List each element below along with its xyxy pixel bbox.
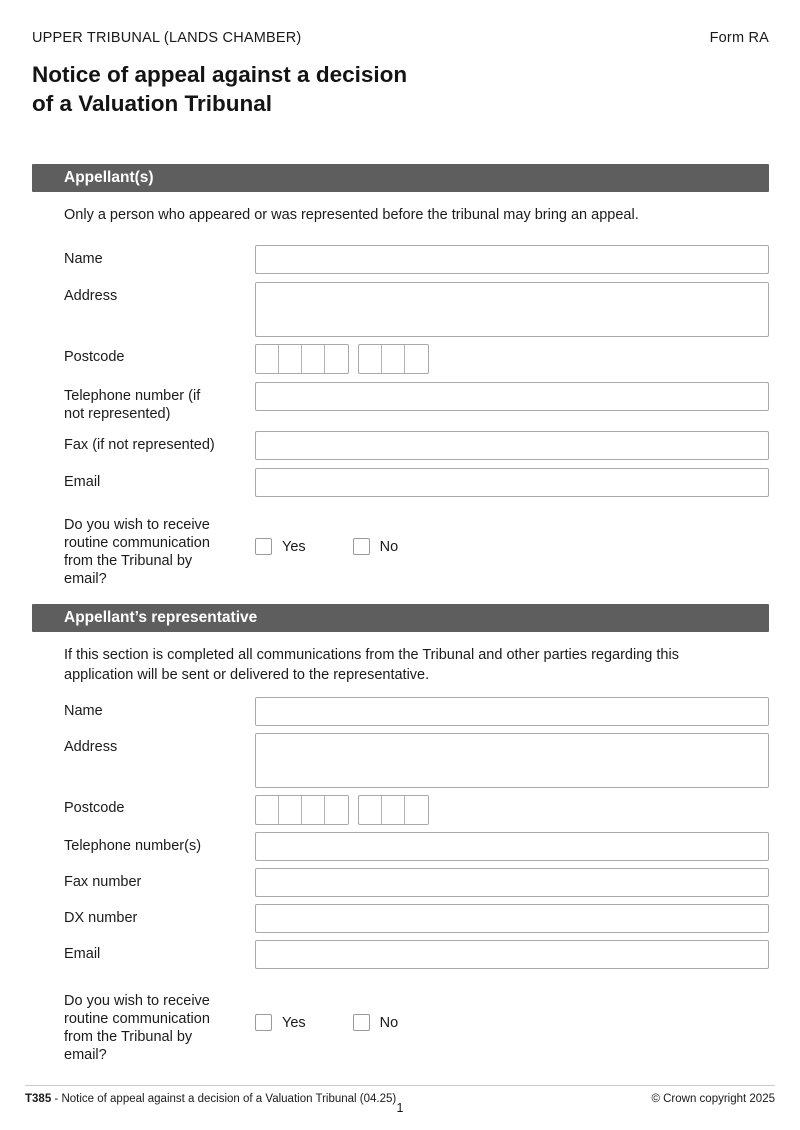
representative-email-yes-label: Yes (282, 1014, 306, 1031)
representative-email-no-label: No (379, 1014, 399, 1031)
appellant-email-question-label: Do you wish to receive routine communication from the Tribunal by email? (64, 517, 210, 587)
representative-dx-label: DX number (64, 910, 138, 926)
representative-postcode-boxes (255, 794, 769, 825)
representative-dx-row (64, 904, 769, 933)
appellant-email-row (64, 468, 769, 497)
appellant-email-yes-label: Yes (282, 538, 306, 555)
representative-telephone-label: Telephone number(s) (64, 838, 202, 854)
form-code-label: Form RA (709, 30, 769, 46)
page-title-line-2: of a Valuation Tribunal (32, 91, 273, 116)
appellant-email-yes-checkbox[interactable] (255, 538, 272, 555)
document-header (32, 30, 769, 46)
postcode-cell[interactable] (359, 796, 382, 824)
appellant-address-row (64, 282, 769, 337)
postcode-cell[interactable] (302, 345, 325, 373)
appellant-email-no-label: No (379, 538, 399, 555)
appellant-fax-label: Fax (if not represented) (64, 437, 215, 453)
page-title-line-1: Notice of appeal against a decision (32, 62, 408, 87)
representative-telephone-input[interactable] (255, 832, 769, 861)
representative-email-question-row (64, 987, 769, 1064)
appellant-fax-row (64, 431, 769, 460)
postcode-cell[interactable] (359, 345, 382, 373)
appellant-email-input[interactable] (255, 468, 769, 497)
section-title: Appellant’s representative (64, 609, 258, 626)
appellant-postcode-boxes (255, 343, 769, 374)
representative-address-input[interactable] (255, 733, 769, 788)
representative-email-question-label: Do you wish to receive routine communication from the Tribunal by email? (64, 993, 210, 1063)
representative-fax-label: Fax number (64, 874, 142, 890)
appellant-telephone-input[interactable] (255, 382, 769, 411)
postcode-cell[interactable] (279, 345, 302, 373)
appellant-email-label: Email (64, 474, 101, 490)
appellant-name-input[interactable] (255, 245, 769, 274)
postcode-outward-group (255, 344, 349, 374)
appellant-name-row (64, 245, 769, 274)
postcode-cell[interactable] (325, 345, 348, 373)
representative-email-yes-checkbox[interactable] (255, 1014, 272, 1031)
postcode-cell[interactable] (382, 345, 405, 373)
representative-postcode-row (64, 794, 769, 825)
representative-name-label: Name (64, 703, 103, 719)
representative-fax-row (64, 868, 769, 897)
representative-email-row (64, 940, 769, 969)
postcode-cell[interactable] (256, 796, 279, 824)
page-number: 1 (396, 1101, 404, 1115)
footer-form-code: T385 (25, 1093, 52, 1105)
representative-email-label: Email (64, 946, 101, 962)
representative-dx-input[interactable] (255, 904, 769, 933)
appellant-telephone-row (64, 382, 769, 423)
postcode-inward-group (358, 344, 429, 374)
appellant-postcode-label: Postcode (64, 349, 125, 365)
appellant-email-question-row (64, 511, 769, 588)
postcode-cell[interactable] (302, 796, 325, 824)
footer-form-title: - Notice of appeal against a decision of a Valuation Tribunal (04.25) (54, 1093, 397, 1105)
appellant-postcode-row (64, 343, 769, 374)
representative-fax-input[interactable] (255, 868, 769, 897)
postcode-cell[interactable] (256, 345, 279, 373)
postcode-outward-group (255, 795, 349, 825)
representative-email-no-checkbox[interactable] (353, 1014, 370, 1031)
appellant-email-question-options (255, 538, 769, 555)
appellant-email-no-checkbox[interactable] (353, 538, 370, 555)
postcode-inward-group (358, 795, 429, 825)
representative-name-row (64, 697, 769, 726)
section-header-representative (32, 604, 769, 632)
postcode-cell[interactable] (279, 796, 302, 824)
appellant-fax-input[interactable] (255, 431, 769, 460)
postcode-cell[interactable] (382, 796, 405, 824)
tribunal-name: UPPER TRIBUNAL (LANDS CHAMBER) (32, 30, 302, 46)
appellant-section (64, 205, 769, 588)
appellant-telephone-label: Telephone number (if not represented) (64, 388, 201, 422)
appellant-address-label: Address (64, 288, 118, 304)
section-header-appellants (32, 164, 769, 192)
appellant-intro: Only a person who appeared or was represented before the tribunal may bring an appeal. (64, 207, 639, 223)
postcode-cell[interactable] (405, 345, 428, 373)
appellant-name-label: Name (64, 251, 103, 267)
representative-address-label: Address (64, 739, 118, 755)
footer-copyright: © Crown copyright 2025 (651, 1093, 775, 1105)
representative-section (64, 645, 769, 1064)
representative-name-input[interactable] (255, 697, 769, 726)
representative-address-row (64, 733, 769, 788)
representative-telephone-row (64, 832, 769, 861)
postcode-cell[interactable] (405, 796, 428, 824)
representative-email-question-options (255, 1014, 769, 1031)
representative-email-input[interactable] (255, 940, 769, 969)
section-title: Appellant(s) (64, 169, 154, 186)
postcode-cell[interactable] (325, 796, 348, 824)
representative-postcode-label: Postcode (64, 800, 125, 816)
appellant-address-input[interactable] (255, 282, 769, 337)
representative-intro: If this section is completed all communications from the Tribunal and other parties regarding this application will be sent or delivered to the representative. (64, 647, 679, 683)
page-title (32, 60, 769, 118)
